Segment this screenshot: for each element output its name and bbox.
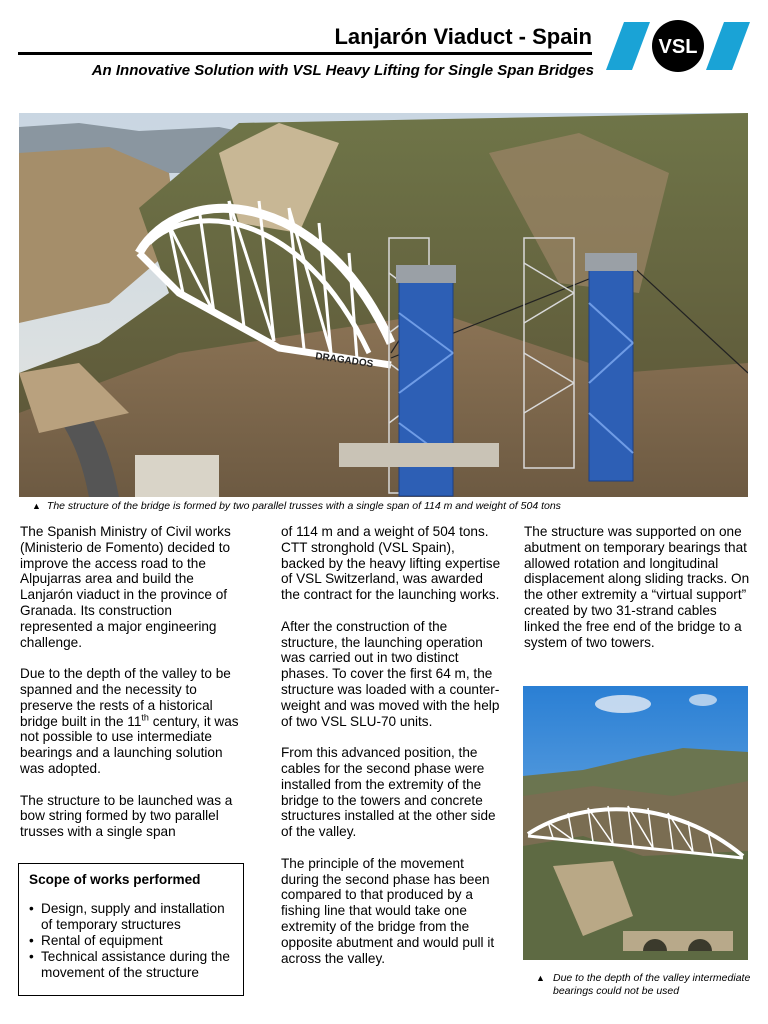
paragraph: The structure was supported on one abutment on temporary bearings that allowed rotation and longitudinal displacement along sliding tracks. On the other extremity a “virtual support” created by two 31-strand cables linked the free end of the bridge to a system of two towers. — [524, 524, 750, 650]
paragraph: The principle of the movement during the second phase has been compared to that produced by a fishing line that would take one extremity of the bridge from the opposite abutment and would pull it across the valley. — [281, 855, 495, 966]
logo-stripe-left — [606, 22, 650, 70]
vsl-logo — [606, 20, 750, 72]
scope-of-works-box — [18, 863, 244, 996]
page-subtitle: An Innovative Solution with VSL Heavy Lifting for Single Span Bridges — [91, 62, 594, 79]
paragraph: After the construction of the structure, the launching operation was carried out in two distinct phases. To cover the first 64 m, the structure was loaded with a counter-weight and was moved with the help of two VSL SLU-70 units. — [281, 618, 500, 729]
text-column-3 — [524, 524, 750, 666]
scope-item: • Rental of equipment — [29, 933, 233, 949]
caption-arrow-icon: ▲ — [32, 501, 41, 511]
paragraph: From this advanced position, the cables for the second phase were installed from the extremity of the bridge to the towers and concrete structures installed at the other side of the valley. — [281, 745, 496, 840]
paragraph: The structure to be launched was a bow string formed by two parallel trusses with a single span — [20, 792, 233, 840]
scope-item: • Technical assistance during the movement of the structure — [29, 949, 233, 981]
side-photo-caption-row — [536, 972, 765, 998]
caption-arrow-icon: ▲ — [536, 973, 545, 983]
paragraph: of 114 m and a weight of 504 tons. CTT stronghold (VSL Spain), backed by the heavy lifting expertise of VSL Switzerland, was awarded the contract for the launching works. — [281, 524, 501, 603]
scope-list — [29, 901, 233, 981]
logo-text: VSL — [658, 36, 698, 58]
scope-item: • Design, supply and installation of temporary structures — [29, 901, 233, 933]
side-photo-caption: Due to the depth of the valley intermediate bearings could not be used — [553, 972, 751, 997]
text-column-2 — [281, 524, 501, 982]
text-column-1 — [20, 524, 242, 856]
title-rule — [18, 52, 592, 55]
main-photo-caption-row — [32, 500, 561, 513]
bridge-sign-text: DRAGADOS — [314, 351, 374, 371]
bridge-valley-photo — [523, 686, 748, 960]
paragraph: Due to the depth of the valley to be spanned and the necessity to preserve the rests of a historical bridge built in the 11th century, it was not possible to use intermediate bearings and a launching solution was adopted. — [20, 666, 239, 776]
main-photo-caption: The structure of the bridge is formed by two parallel trusses with a single span of 114 m and weight of 504 tons — [46, 500, 561, 512]
scope-title: Scope of works performed — [29, 872, 201, 887]
page-title: Lanjarón Viaduct - Spain — [334, 24, 592, 49]
logo-stripe-right — [706, 22, 750, 70]
bridge-launch-photo — [19, 113, 748, 497]
paragraph: The Spanish Ministry of Civil works (Ministerio de Fomento) decided to improve the access road to the Alpujarras area and build the Lanjarón viaduct in the province of Granada. Its construction represented a major engineering challenge. — [20, 524, 231, 650]
